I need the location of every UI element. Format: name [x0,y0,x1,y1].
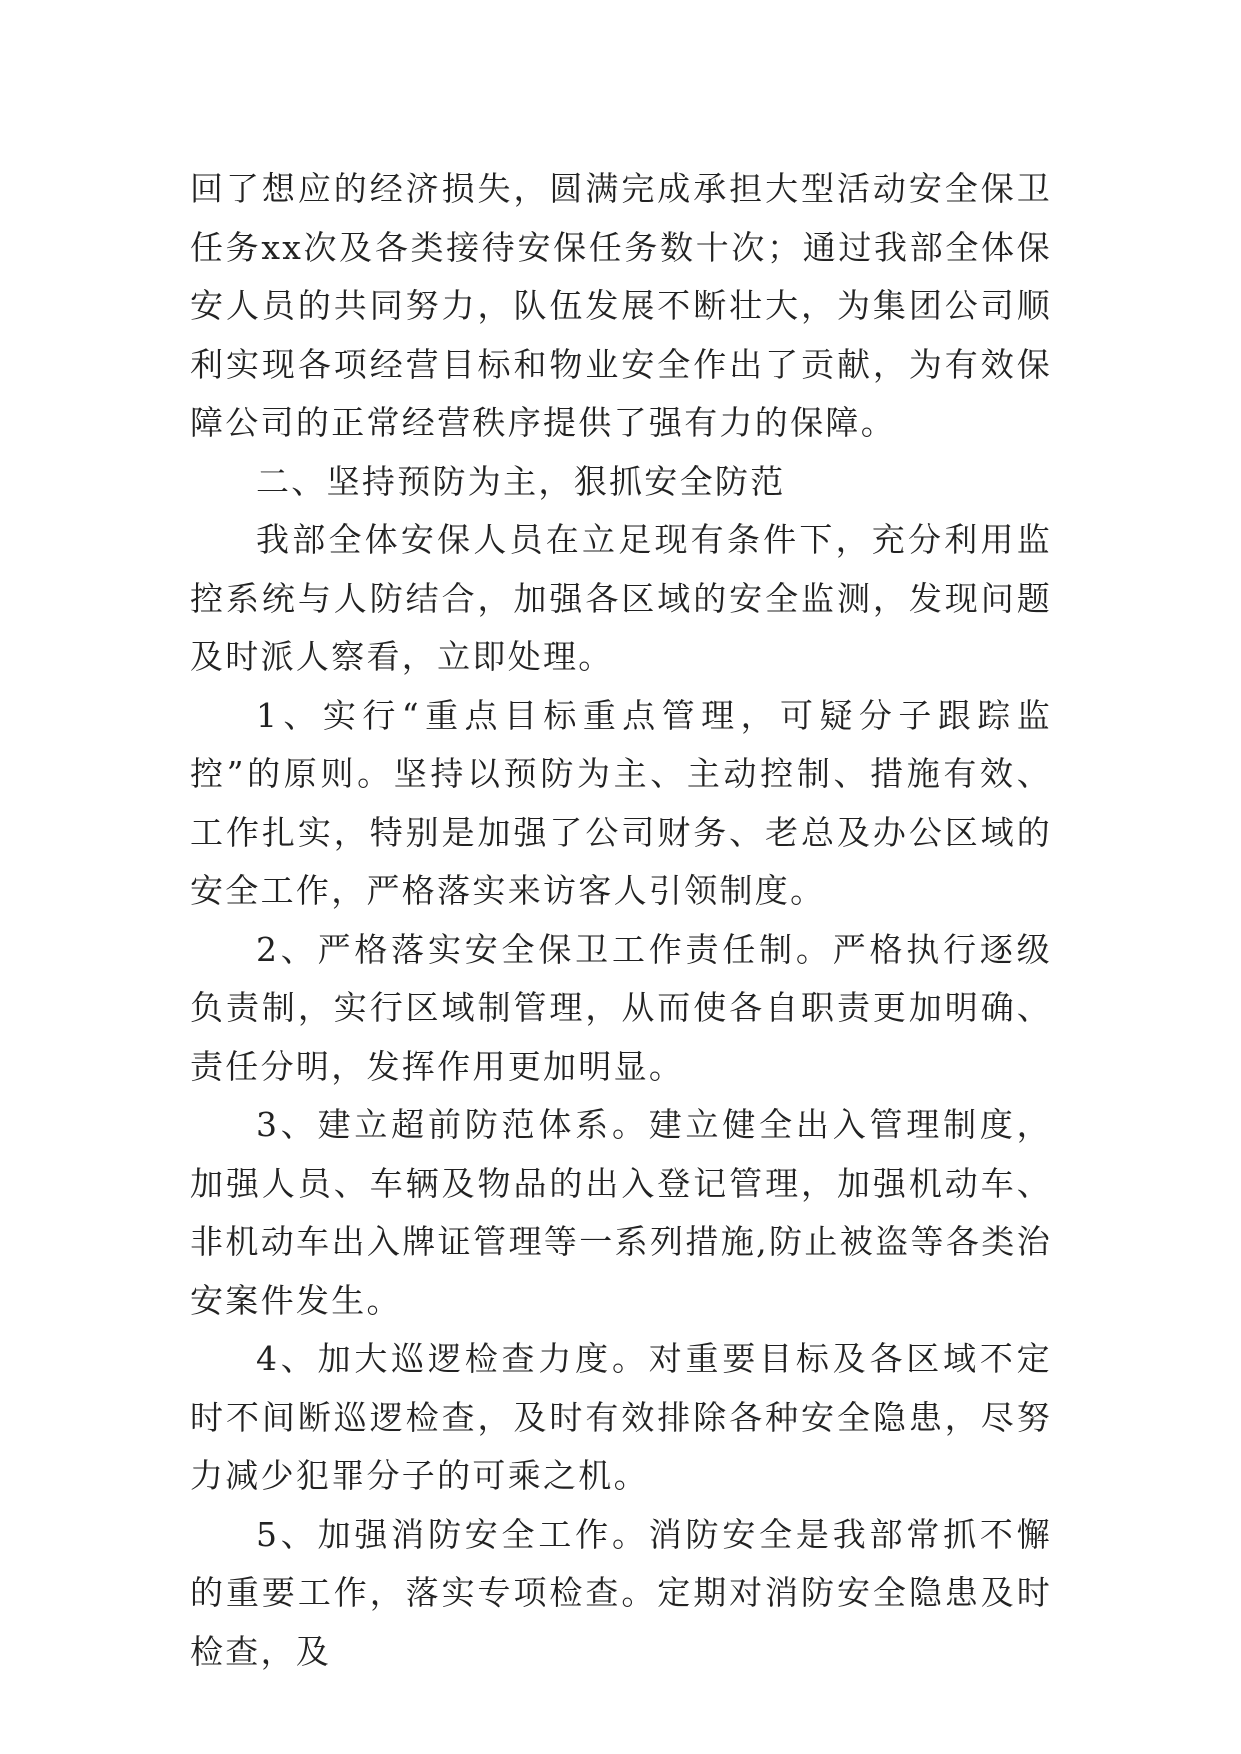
paragraph-item-2: 2、严格落实安全保卫工作责任制。严格执行逐级负责制，实行区域制管理，从而使各自职责更加明确、责任分明，发挥作用更加明显。 [190,929,1052,1086]
document-body [190,160,1052,1681]
paragraph-item-3: 3、建立超前防范体系。建立健全出入管理制度，加强人员、车辆及物品的出入登记管理，加强机动车、非机动车出入牌证管理等一系列措施,防止被盗等各类治安案件发生。 [190,1105,1052,1320]
section-heading-2: 二、坚持预防为主，狠抓安全防范 [256,461,786,501]
paragraph-item-5: 5、加强消防安全工作。消防安全是我部常抓不懈的重要工作，落实专项检查。定期对消防安全隐患及时检查，及 [190,1514,1052,1671]
paragraph-intro: 我部全体安保人员在立足现有条件下，充分利用监控系统与人防结合，加强各区域的安全监测，发现问题及时派人察看，立即处理。 [190,520,1052,676]
paragraph-item-1: 1、实行“重点目标重点管理，可疑分子跟踪监控”的原则。坚持以预防为主、主动控制、措施有效、工作扎实，特别是加强了公司财务、老总及办公区域的安全工作，严格落实来访客人引领制度。 [190,695,1052,910]
paragraph-continued: 回了想应的经济损失，圆满完成承担大型活动安全保卫任务xx次及各类接待安保任务数十次；通过我部全体保安人员的共同努力，队伍发展不断壮大，为集团公司顺利实现各项经营目标和物业安全作出了贡献，为有效保障公司的正常经营秩序提供了强有力的保障。 [190,169,1052,442]
paragraph-item-4: 4、加大巡逻检查力度。对重要目标及各区域不定时不间断巡逻检查，及时有效排除各种安全隐患，尽努力减少犯罪分子的可乘之机。 [190,1339,1052,1495]
